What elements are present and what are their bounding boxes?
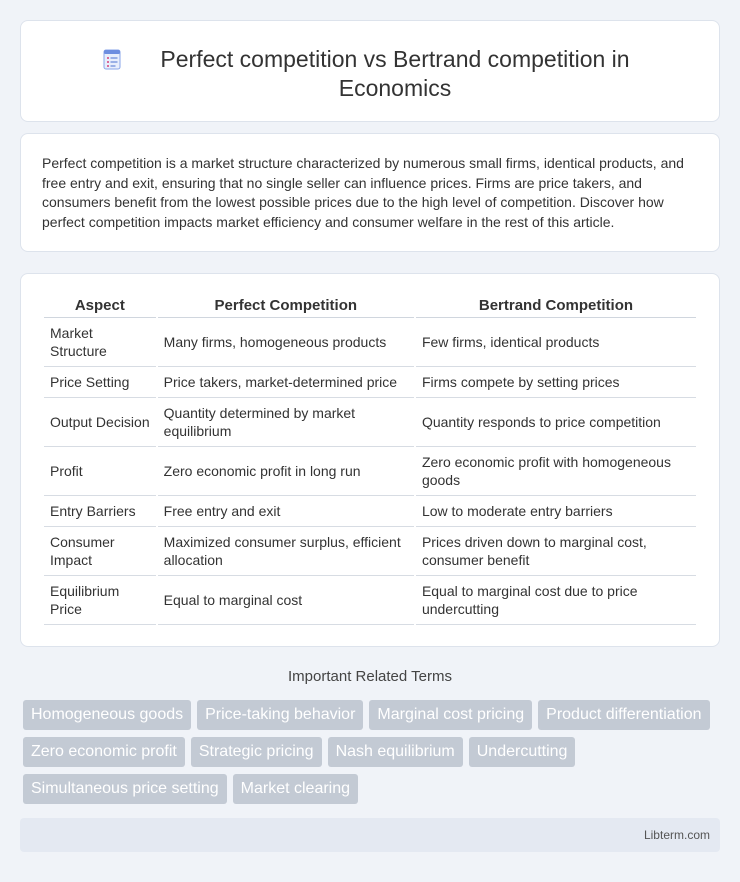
cell-aspect: Consumer Impact xyxy=(44,527,156,576)
cell-bertrand: Equal to marginal cost due to price undercutting xyxy=(416,576,696,625)
tag-zero-economic-profit[interactable]: Zero economic profit xyxy=(23,737,185,767)
cell-bertrand: Prices driven down to marginal cost, consumer benefit xyxy=(416,527,696,576)
table-row xyxy=(44,318,696,367)
footer xyxy=(20,818,720,852)
document-icon xyxy=(101,48,123,70)
cell-bertrand: Quantity responds to price competition xyxy=(416,398,696,447)
intro-paragraph: Perfect competition is a market structure characterized by numerous small firms, identical products, and free entry and exit, ensuring that no single seller can influence prices. Firms are price takers, and consumers benefit from the lowest possible prices due to the high level of competition. Discover how perfect competition impacts market efficiency and consumer welfare in the rest of this article. xyxy=(42,155,684,230)
tag-strategic-pricing[interactable]: Strategic pricing xyxy=(191,737,322,767)
cell-aspect: Price Setting xyxy=(44,367,156,398)
cell-bertrand: Firms compete by setting prices xyxy=(416,367,696,398)
footer-brand-link[interactable]: Libterm.com xyxy=(643,828,710,842)
cell-perfect: Zero economic profit in long run xyxy=(158,447,414,496)
cell-aspect: Equilibrium Price xyxy=(44,576,156,625)
tag-product-differentiation[interactable]: Product differentiation xyxy=(538,700,709,730)
tag-homogeneous-goods[interactable]: Homogeneous goods xyxy=(23,700,191,730)
cell-perfect: Equal to marginal cost xyxy=(158,576,414,625)
table-row xyxy=(44,527,696,576)
cell-perfect: Free entry and exit xyxy=(158,496,414,527)
tag-undercutting[interactable]: Undercutting xyxy=(469,737,576,767)
table-header-row xyxy=(44,296,696,318)
table-row xyxy=(44,367,696,398)
title-card xyxy=(20,20,720,122)
tag-nash-equilibrium[interactable]: Nash equilibrium xyxy=(328,737,463,767)
cell-aspect: Output Decision xyxy=(44,398,156,447)
table-row xyxy=(44,496,696,527)
comparison-table xyxy=(42,296,698,625)
table-row xyxy=(44,447,696,496)
tag-simultaneous-price-setting[interactable]: Simultaneous price setting xyxy=(23,774,227,804)
tag-marginal-cost-pricing[interactable]: Marginal cost pricing xyxy=(369,700,532,730)
cell-aspect: Market Structure xyxy=(44,318,156,367)
cell-perfect: Maximized consumer surplus, efficient allocation xyxy=(158,527,414,576)
header-bertrand-competition: Bertrand Competition xyxy=(416,296,696,318)
cell-bertrand: Zero economic profit with homogeneous goods xyxy=(416,447,696,496)
cell-bertrand: Low to moderate entry barriers xyxy=(416,496,696,527)
header-perfect-competition: Perfect Competition xyxy=(158,296,414,318)
cell-perfect: Price takers, market-determined price xyxy=(158,367,414,398)
table-row xyxy=(44,398,696,447)
related-terms-list xyxy=(23,700,723,804)
page-title: Perfect competition vs Bertrand competition in Economics xyxy=(160,46,630,101)
cell-aspect: Entry Barriers xyxy=(44,496,156,527)
cell-bertrand: Few firms, identical products xyxy=(416,318,696,367)
tag-market-clearing[interactable]: Market clearing xyxy=(233,774,358,804)
comparison-card xyxy=(20,273,720,647)
title-wrap xyxy=(21,45,719,103)
cell-perfect: Quantity determined by market equilibrium xyxy=(158,398,414,447)
table-row xyxy=(44,576,696,625)
related-terms-heading: Important Related Terms xyxy=(288,668,452,685)
intro-card xyxy=(20,133,720,252)
tag-price-taking-behavior[interactable]: Price-taking behavior xyxy=(197,700,363,730)
cell-aspect: Profit xyxy=(44,447,156,496)
header-aspect: Aspect xyxy=(44,296,156,318)
cell-perfect: Many firms, homogeneous products xyxy=(158,318,414,367)
